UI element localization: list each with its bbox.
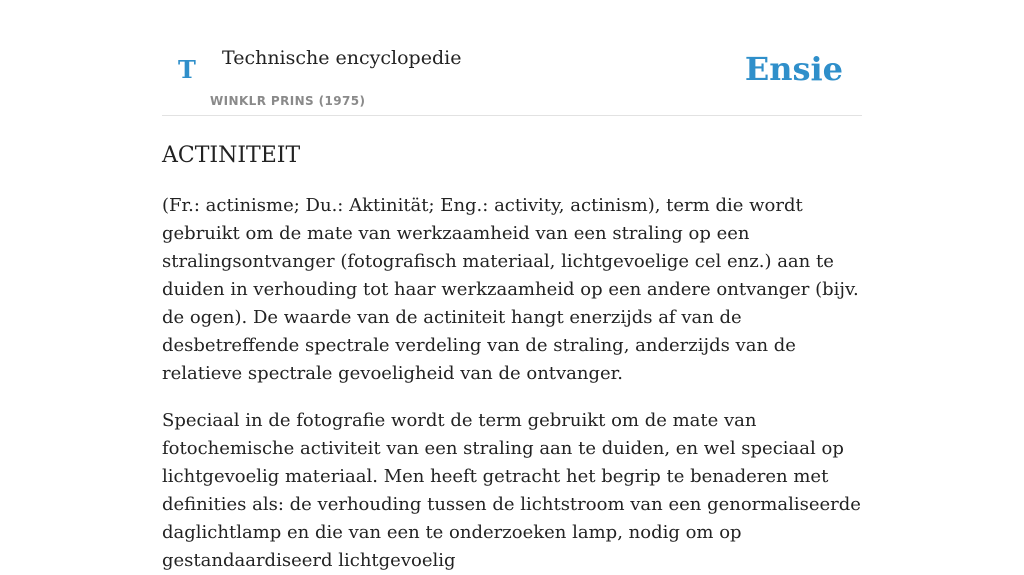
entry-paragraph: Speciaal in de fotografie wordt de term gebruikt om de mate van fotochemische activiteit van een straling aan te duiden, en wel speciaal op lichtgevoelig materiaal. Men heeft getracht het begrip te benaderen met definities als: de verhouding tussen de lichtstroom van een genormaliseerde daglichtlamp en die van een te onderzoeken lamp, nodig om op gestandaardiseerd lichtgevoelig bbox=[162, 410, 861, 571]
entry-title: ACTINITEIT bbox=[162, 143, 301, 168]
brand-logo[interactable]: Ensie bbox=[744, 50, 843, 88]
book-source: WINKLR PRINS (1975) bbox=[210, 94, 366, 108]
header bbox=[162, 0, 862, 116]
book-title-link[interactable]: Technische encyclopedie bbox=[222, 47, 462, 69]
entry-paragraph: (Fr.: actinisme; Du.: Aktinität; Eng.: activity, actinism), term die wordt gebruikt om de mate van werkzaamheid van een straling op een stralingsontvanger (fotografisch materiaal, lichtgevoelige cel enz.) aan te duiden in verhouding tot haar werkzaamheid op een andere ontvanger (bijv. de ogen). De waarde van de actiniteit hangt enerzijds af van de desbetreffende spectrale verdeling van de straling, anderzijds van de relatieve spectrale gevoeligheid van de ontvanger. bbox=[162, 195, 859, 384]
book-logo-icon[interactable]: T bbox=[178, 55, 196, 84]
page bbox=[162, 0, 862, 571]
entry-body bbox=[162, 192, 862, 575]
